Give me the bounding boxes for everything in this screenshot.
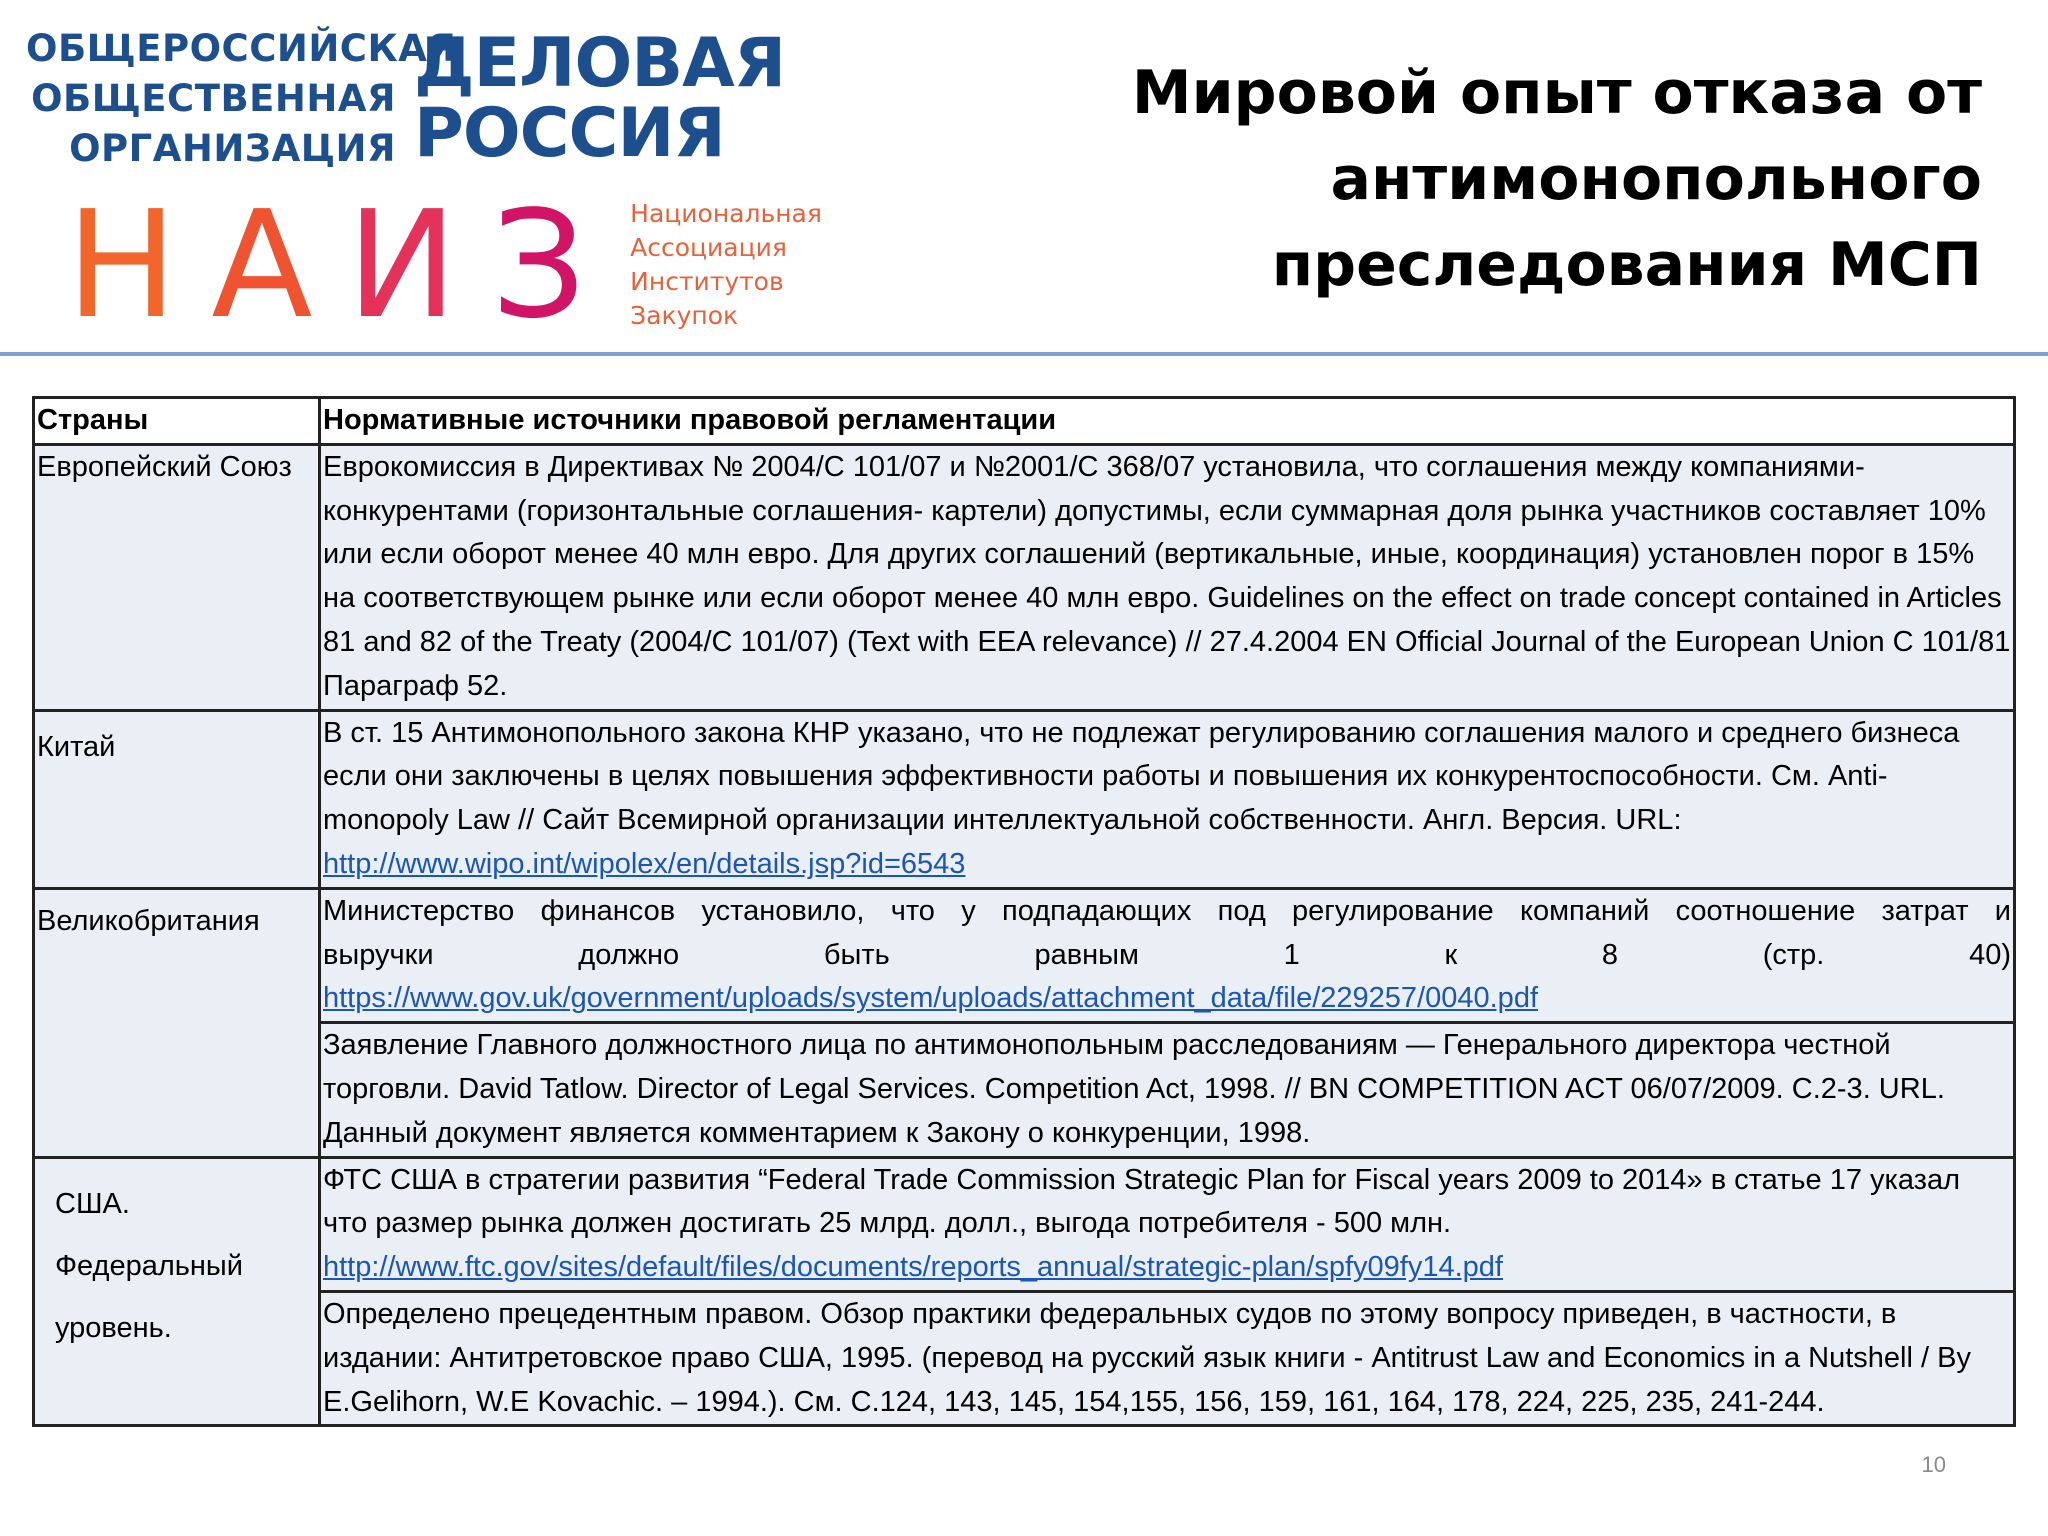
org-line-3: ОРГАНИЗАЦИЯ [69,127,396,170]
naiz-letter-1: Н [66,179,212,351]
source-cell-china [320,710,2015,888]
org-caption [26,24,457,174]
table-row-uk-2 [34,1023,2015,1157]
naiz-caption-line-4: Закупок [630,301,739,330]
country-cell-eu: Европейский Союз [34,444,320,710]
naiz-caption-line-1: Национальная [630,199,822,228]
naiz-caption-line-3: Институтов [630,267,784,296]
header-divider [0,352,2048,356]
dr-line-1: ДЕЛОВАЯ [414,24,786,103]
title-line-1: Мировой опыт отказа от [1131,58,1982,128]
source-cell-uk-2: Заявление Главного должностного лица по антимонопольным расследованиям — Генерального директора честной торговли. David Tatlow. Director of Legal Services. Competition Act, 1998. // BN COMPETITION ACT 06/07/2009. С.2-3. URL. Данный документ является комментарием к Закону о конкуренции, 1998. [320,1023,2015,1157]
header-countries: Страны [34,398,320,445]
delovaya-rossiya-logo [26,24,786,174]
naiz-wordmark [66,179,621,351]
page-title [1102,50,1982,308]
title-line-2: антимонопольного [1330,144,1982,214]
table-row-usa-1 [34,1157,2015,1291]
source-cell-uk-1 [320,888,2015,1022]
source-cell-usa-1 [320,1157,2015,1291]
header-sources: Нормативные источники правовой регламентации [320,398,2015,445]
usa-line-1: США. [55,1187,130,1220]
source-cell-usa-2: Определено прецедентным правом. Обзор практики федеральных судов по этому вопросу приведен, в частности, в издании: Антитретовское право США, 1995. (перевод на русский язык книги - Antitrust Law and Economics in a Nutshell / By E.Gelihorn, W.E Kovachic. – 1994.). См. С.124, 143, 145, 154,155, 156, 159, 161, 164, 178, 224, 225, 235, 241-244. [320,1291,2015,1425]
naiz-caption [630,197,822,333]
country-cell-uk: Великобритания [34,888,320,1157]
legal-sources-table [32,396,2016,1427]
source-text-usa-1: ФТС США в стратегии развития “Federal Trade Commission Strategic Plan for Fiscal years 2009 to 2014» в статье 17 указал что размер рынка должен достигать 25 млрд. долл., выгода потребителя - 500 млн. [323,1163,1960,1240]
naiz-caption-line-2: Ассоциация [630,233,787,262]
usa-line-2: Федеральный [55,1249,243,1282]
source-text-uk-1b: выручки должно быть равным 1 к 8 (стр. 40) [323,938,2011,971]
table-row-uk-1 [34,888,2015,1022]
ftc-link[interactable]: http://www.ftc.gov/sites/default/files/documents/reports_annual/strategic-plan/spfy09fy14.pdf [323,1251,1503,1284]
naiz-letter-4: З [491,179,621,351]
page-number: 10 [1921,1452,1946,1477]
wipo-link[interactable]: http://www.wipo.int/wipolex/en/details.jsp?id=6543 [323,847,966,880]
table-row-china [34,710,2015,888]
table-row-eu [34,444,2015,710]
gov-uk-link[interactable]: https://www.gov.uk/government/uploads/system/uploads/attachment_data/file/229257/0040.pdf [323,982,1538,1015]
country-cell-usa [34,1157,320,1426]
source-text-uk-1a: Министерство финансов установило, что у подпадающих под регулирование компаний соотношение затрат и [323,894,2011,927]
dr-line-2: РОССИЯ [414,94,725,173]
delovaya-rossiya-wordmark [414,24,786,173]
naiz-letter-2: А [211,179,347,351]
country-cell-china: Китай [34,710,320,888]
naiz-logo [66,179,822,351]
table-row-usa-2 [34,1291,2015,1425]
source-text-china: В ст. 15 Антимонопольного закона КНР указано, что не подлежат регулированию соглашения малого и среднего бизнеса если они заключены в целях повышения эффективности работы и повышения их конкурентоспособности. См. Anti-monopoly Law // Сайт Всемирной организации интеллектуальной собственности. Англ. Версия. URL: [323,716,1960,837]
table-header-row [34,398,2015,445]
title-line-3: преследования МСП [1271,230,1982,300]
usa-line-3: уровень. [55,1311,172,1344]
org-line-1: ОБЩЕРОССИЙСКАЯ [26,27,457,70]
source-cell-eu: Еврокомиссия в Директивах № 2004/C 101/07 и №2001/C 368/07 установила, что соглашения между компаниями-конкурентами (горизонтальные соглашения- картели) допустимы, если суммарная доля рынка участников составляет 10% или если оборот менее 40 млн евро. Для других соглашений (вертикальные, иные, координация) установлен порог в 15% на соответствующем рынке или если оборот менее 40 млн евро. Guidelines on the effect on trade concept contained in Articles 81 and 82 of the Treaty (2004/C 101/07) (Text with EEA relevance) // 27.4.2004 EN Official Journal of the European Union C 101/81 Параграф 52. [320,444,2015,710]
naiz-letter-3: И [346,179,492,351]
org-line-2: ОБЩЕСТВЕННАЯ [31,77,396,120]
